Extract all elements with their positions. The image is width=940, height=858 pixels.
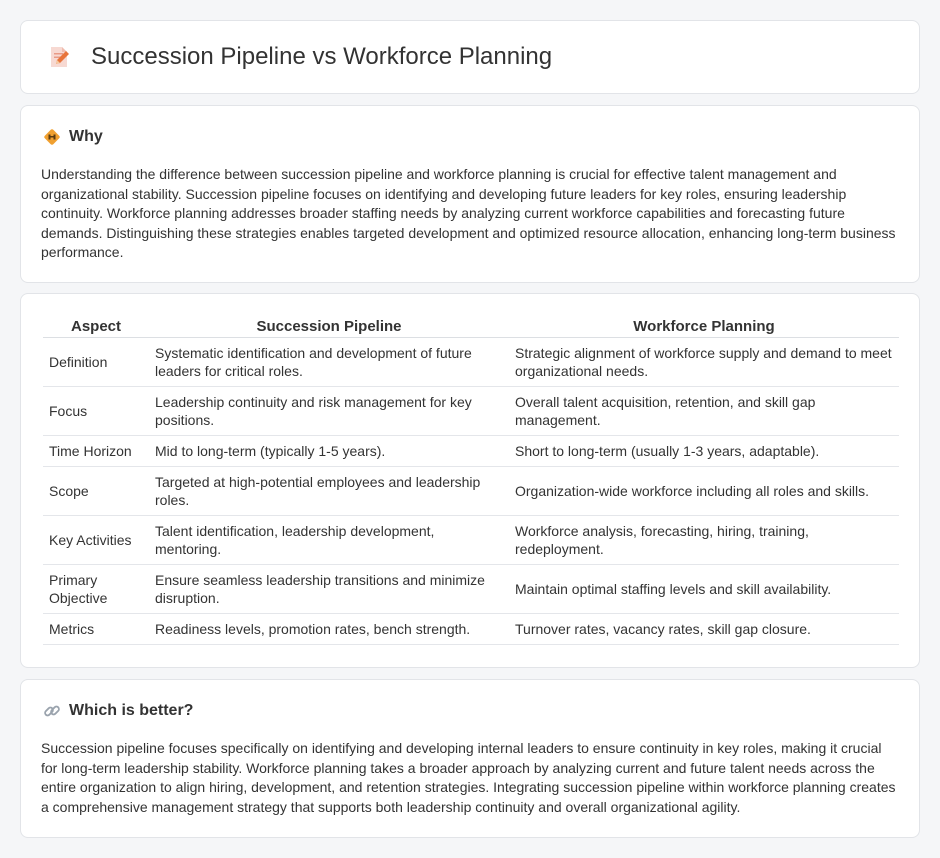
row-succession: Ensure seamless leadership transitions and minimize disruption. [149,565,509,614]
row-aspect: Focus [43,387,149,436]
page-title: Succession Pipeline vs Workforce Planning [91,43,553,70]
header-aspect: Aspect [43,316,149,338]
table-row [43,338,899,387]
better-title: Which is better? [69,702,194,719]
why-title: Why [69,128,103,145]
title-card [20,20,920,94]
row-succession: Readiness levels, promotion rates, bench strength. [149,614,509,645]
better-body: Succession pipeline focuses specifically on identifying and developing internal leaders to ensure continuity in key roles, making it crucial for long-term leadership stability. Workforce planning takes a broader approach by analyzing current and future talent needs across the entire organization to align hiring, development, and retention strategies. Integrating succession pipeline within workforce planning creates a comprehensive management strategy that supports both leadership continuity and overall organizational agility. [41,740,896,815]
link-icon [43,702,61,720]
table-row [43,614,899,645]
row-succession: Talent identification, leadership development, mentoring. [149,516,509,565]
document-pencil-icon [47,45,71,69]
row-aspect: Time Horizon [43,436,149,467]
header-succession-pipeline: Succession Pipeline [149,316,509,338]
row-aspect: Definition [43,338,149,387]
row-aspect: Metrics [43,614,149,645]
row-workforce: Short to long-term (usually 1-3 years, adaptable). [509,436,899,467]
which-is-better-section [20,679,920,838]
why-body: Understanding the difference between succession pipeline and workforce planning is crucial for effective talent management and organizational stability. Succession pipeline focuses on identifying and developing future leaders for key roles, ensuring leadership continuity. Workforce planning addresses broader staffing needs by analyzing current workforce capabilities and forecasting future demands. Distinguishing these strategies enables targeted development and optimized resource allocation, enhancing long-term business performance. [41,166,896,261]
table-row [43,565,899,614]
comparison-section [20,293,920,668]
row-succession: Mid to long-term (typically 1-5 years). [149,436,509,467]
table-row [43,387,899,436]
row-succession: Targeted at high-potential employees and leadership roles. [149,467,509,516]
row-aspect: Key Activities [43,516,149,565]
row-aspect: Primary Objective [43,565,149,614]
row-succession: Leadership continuity and risk management for key positions. [149,387,509,436]
table-row [43,467,899,516]
row-workforce: Overall talent acquisition, retention, and skill gap management. [509,387,899,436]
row-workforce: Maintain optimal staffing levels and skill availability. [509,565,899,614]
row-succession: Systematic identification and development of future leaders for critical roles. [149,338,509,387]
row-workforce: Turnover rates, vacancy rates, skill gap closure. [509,614,899,645]
row-workforce: Organization-wide workforce including all roles and skills. [509,467,899,516]
row-aspect: Scope [43,467,149,516]
row-workforce: Workforce analysis, forecasting, hiring, training, redeployment. [509,516,899,565]
diamond-sign-icon [43,128,61,146]
comparison-table [43,316,899,645]
table-header-row [43,316,899,338]
row-workforce: Strategic alignment of workforce supply and demand to meet organizational needs. [509,338,899,387]
table-row [43,516,899,565]
why-section [20,105,920,283]
header-workforce-planning: Workforce Planning [509,316,899,338]
table-row [43,436,899,467]
